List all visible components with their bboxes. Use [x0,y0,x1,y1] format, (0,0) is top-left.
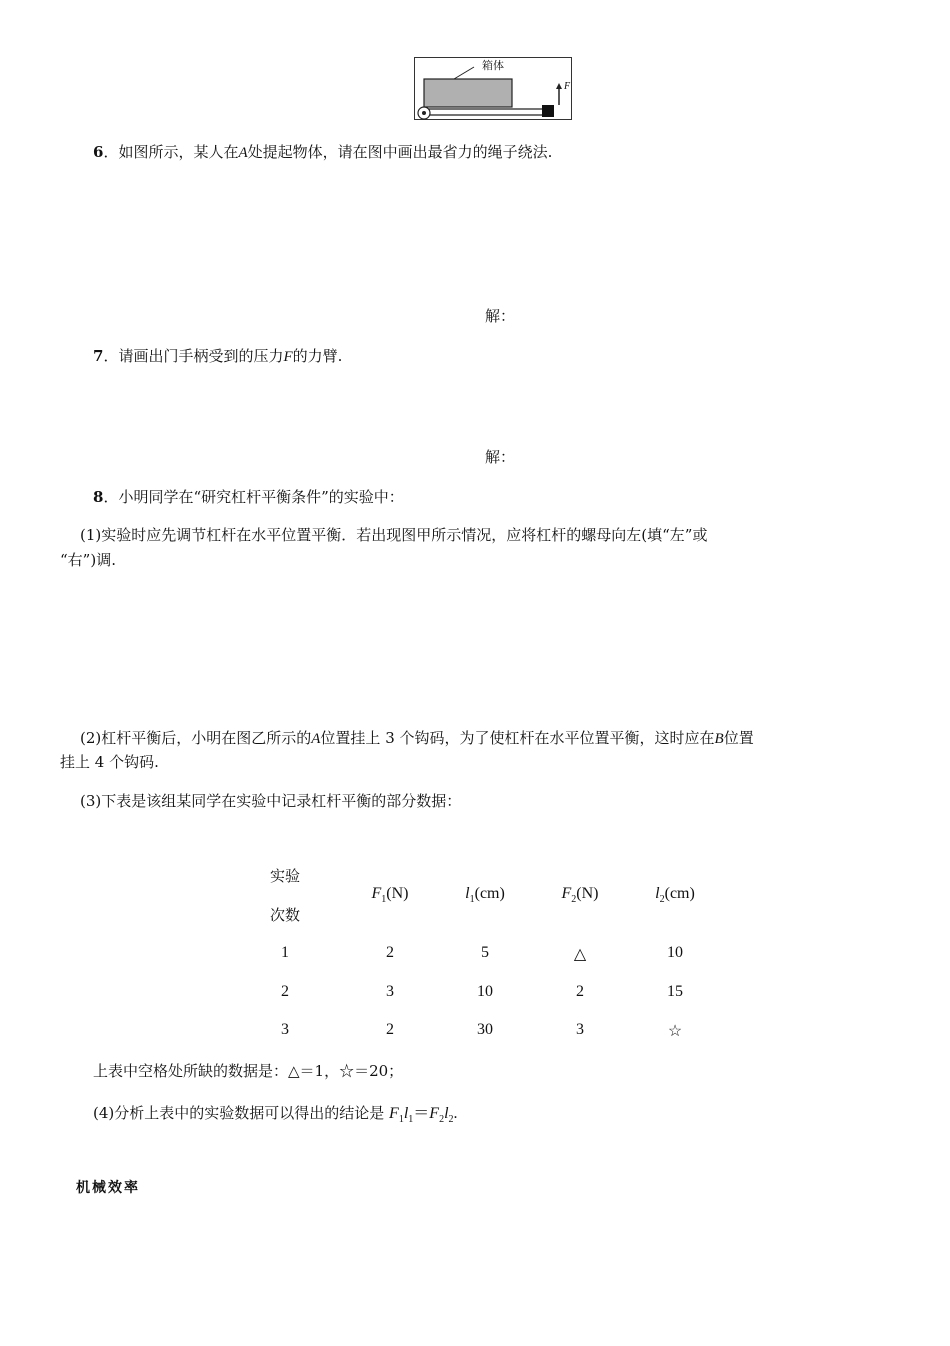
table-cell: 10 [667,944,683,961]
question-text: 的力臂. [292,347,343,365]
question-7: 7．请画出门手柄受到的压力F的力臂. [93,347,343,365]
force-variable: F [283,349,293,365]
table-cell: 2 [386,944,394,961]
point-b-label: B [714,731,724,747]
header-trial-2: 次数 [269,906,300,924]
handle-block [542,105,554,117]
conclusion-formula: $F_1l_1=F_2l_2$. [389,1105,458,1125]
point-a-label: A [311,731,321,747]
header-l1: $l_1(cm)$ [465,885,505,905]
answer-label: 解： [485,448,516,466]
table-cell: 2 [281,983,289,1000]
table-cell: 3 [281,1021,289,1038]
force-label: F [564,81,571,92]
part-3-text: (3)下表是该组某同学在实验中记录杠杆平衡的部分数据： [80,792,462,810]
table-cell: 1 [281,944,289,961]
part-2-line-1: (2)杠杆平衡后，小明在图乙所示的A位置挂上 3 个钩码，为了使杠杆在水平位置平衡，这时应在B位置 [80,729,754,747]
box-lever-diagram [414,57,572,120]
table-cell: 2 [386,1021,394,1038]
table-cell: 3 [576,1021,584,1038]
question-text: 如图所示，某人在 [118,143,239,161]
part-2-line-2: 挂上 4 个钩码. [60,753,159,771]
table-cell: △ [573,946,587,963]
force-arrow-icon [556,83,562,89]
table-cell: 5 [481,944,489,961]
header-trial-1: 实验 [269,867,300,885]
point-label: A [238,145,248,161]
table-cell: 30 [477,1021,493,1038]
header-l2: $l_2(cm)$ [655,885,695,905]
box-lever-figure [414,57,572,120]
missing-data-answer: 上表中空格处所缺的数据是：△＝1，☆＝20； [93,1062,404,1080]
header-f2: $F_2(N)$ [561,885,599,905]
question-8: 8．小明同学在“研究杠杆平衡条件”的实验中： [93,488,404,506]
table-cell: 3 [386,983,394,1000]
part-1-line-1: (1)实验时应先调节杠杆在水平位置平衡．若出现图甲所示情况，应将杠杆的螺母向左(填“左”或 [80,526,708,544]
header-f1: $F_1(N)$ [371,885,409,905]
table-cell: 15 [667,983,683,1000]
answer-label: 解： [485,307,516,325]
part-4-text: (4)分析上表中的实验数据可以得出的结论是 $F_1l_1=F_2l_2$. [93,1104,458,1125]
box-label: 箱体 [482,59,504,72]
question-text: 处提起物体，请在图中画出最省力的绳子绕法. [247,143,553,161]
question-text: 请画出门手柄受到的压力 [118,347,284,365]
question-text: 小明同学在“研究杠杆平衡条件”的实验中： [118,488,404,506]
table-cell: 10 [477,983,493,1000]
question-number: 8 [93,488,104,506]
section-heading: 机械效率 [76,1180,140,1196]
question-number: 7 [93,347,104,365]
question-6: 6．如图所示，某人在A处提起物体，请在图中画出最省力的绳子绕法. [93,143,553,161]
part-1-line-2: “右”)调. [60,551,116,569]
question-number: 6 [93,143,104,161]
table-cell: ☆ [667,1023,683,1040]
table-cell: 2 [576,983,584,1000]
